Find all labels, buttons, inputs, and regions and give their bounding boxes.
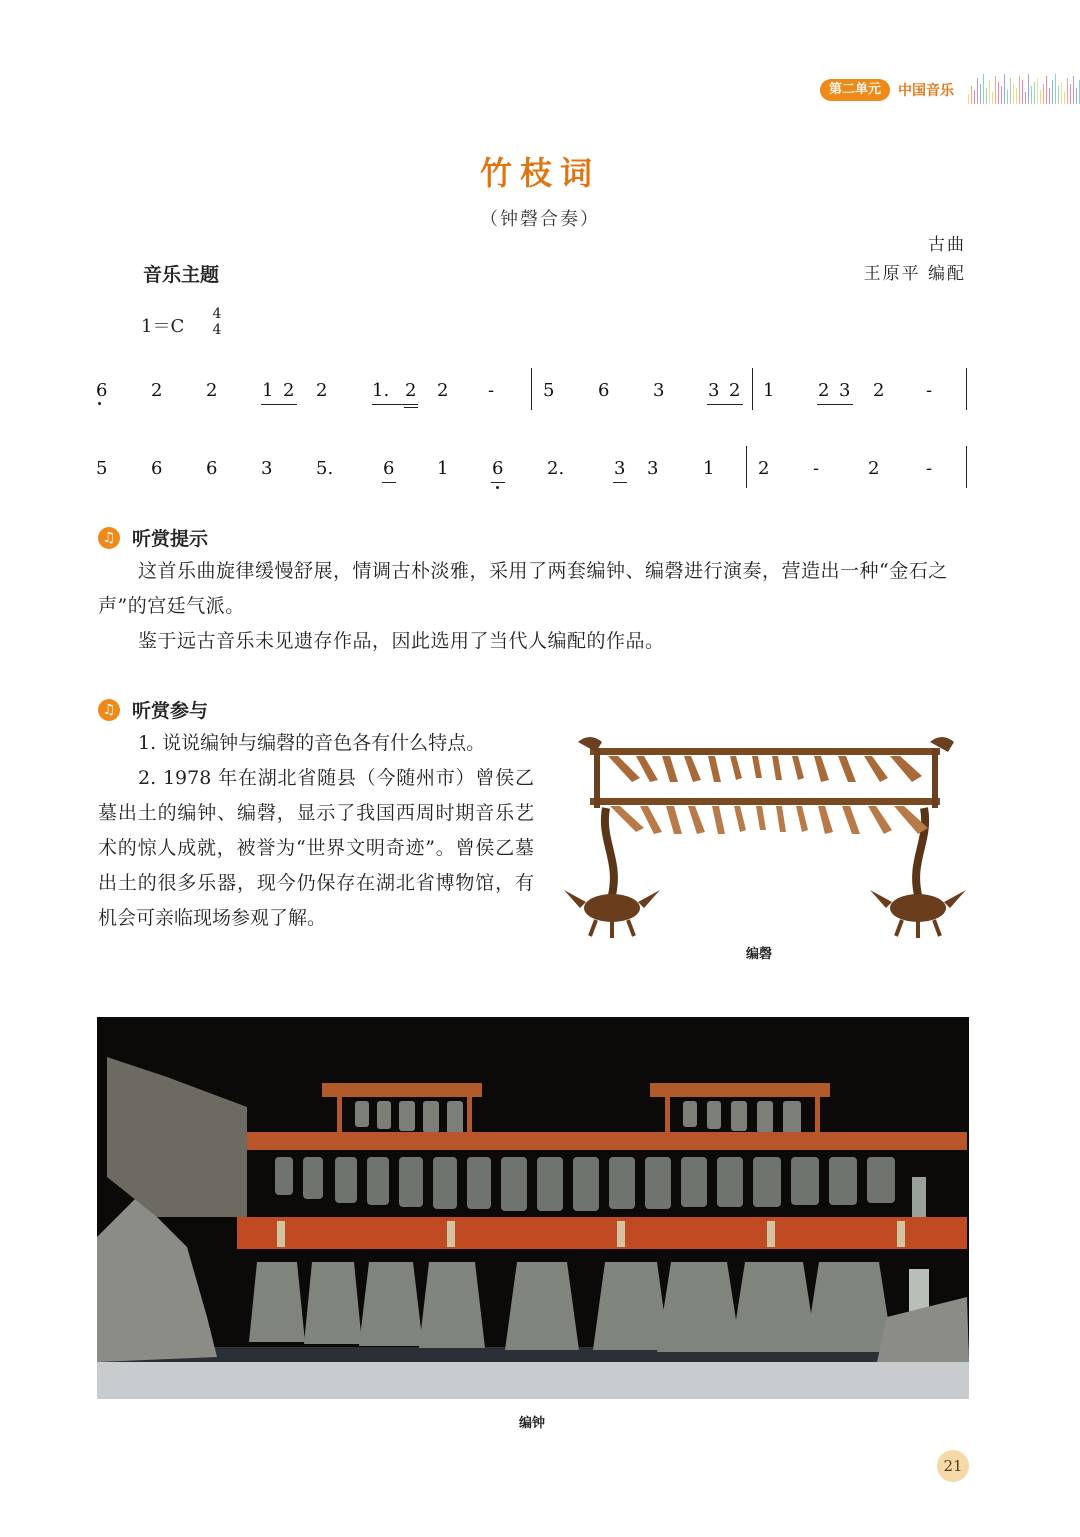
bar-line: [752, 368, 753, 410]
time-signature-top: 4: [212, 306, 222, 322]
unit-label: 第二单元: [820, 79, 890, 101]
note: 3: [261, 458, 273, 479]
note-underline: [613, 482, 627, 483]
note: 6: [598, 380, 610, 401]
decorative-bar: [1040, 90, 1041, 104]
origin-credit: 古曲: [928, 235, 966, 255]
note: 6: [151, 458, 163, 479]
decorative-bar: [1049, 88, 1050, 104]
decorative-bar: [1052, 80, 1053, 104]
decorative-bar: [1043, 84, 1044, 104]
listen-tip-heading: [98, 524, 208, 551]
note: 2: [437, 380, 449, 401]
decorative-bar: [986, 88, 987, 104]
decorative-bar: [977, 78, 978, 104]
listen-tip-paragraph-1: 这首乐曲旋律缓慢舒展，情调古朴淡雅，采用了两套编钟、编磬进行演奏，营造出一种“金石之声”的宫廷气派。: [98, 560, 948, 617]
decorative-bar: [968, 94, 969, 104]
bar-line: [531, 368, 532, 410]
note: 3: [614, 458, 626, 479]
decorative-bar: [971, 86, 972, 104]
decorative-bar: [1022, 80, 1023, 104]
note: 1: [763, 380, 775, 401]
note: 5: [543, 380, 555, 401]
page-subtitle: （钟磬合奏）: [480, 209, 600, 230]
bar-line: [746, 446, 747, 488]
note-underline: [707, 404, 743, 405]
note: 6: [206, 458, 218, 479]
score-line-1: [0, 368, 1080, 418]
note: 3: [708, 380, 720, 401]
note: 6: [383, 458, 395, 479]
decorative-bar: [1031, 86, 1032, 104]
note: 2: [758, 458, 770, 479]
listen-tip-title: 听赏提示: [132, 528, 209, 550]
note-underline: [372, 404, 418, 405]
listen-tip-paragraph-2: 鉴于远古音乐未见遗存作品，因此选用了当代人编配的作品。: [138, 630, 665, 652]
decorative-bar: [998, 82, 999, 104]
music-note-icon: ♫: [98, 699, 120, 721]
note: 2: [405, 380, 417, 401]
decorative-bar: [1064, 92, 1065, 104]
decorative-bar: [980, 84, 981, 104]
note: 1.: [372, 380, 390, 401]
decorative-bar: [1076, 88, 1077, 104]
octave-dot: [496, 486, 499, 489]
decorative-bar: [1061, 82, 1062, 104]
key-signature: 1＝C: [141, 316, 185, 337]
unit-tag: [820, 78, 954, 102]
note: 3: [653, 380, 665, 401]
decorative-bar: [1058, 86, 1059, 104]
bianzhong-image: [97, 1017, 969, 1399]
music-note-icon: ♫: [98, 527, 120, 549]
note: 3: [647, 458, 659, 479]
note: 2: [729, 380, 741, 401]
time-signature-bottom: 4: [212, 322, 222, 338]
decorative-bar: [1046, 76, 1047, 104]
decorative-bar: [1034, 82, 1035, 104]
participate-question-1: 1. 说说编钟与编磬的音色各有什么特点。: [138, 732, 486, 754]
note: -: [926, 380, 933, 401]
decorative-bar: [1073, 76, 1074, 104]
octave-dot: [98, 402, 101, 405]
participate-question-2: 2. 1978 年在湖北省随县（今随州市）曾侯乙墓出土的编钟、编磬，显示了我国西周时期音乐艺术的惊人成就，被誉为“世界文明奇迹”。曾侯乙墓出土的很多乐器，现今仍保存在湖北省博物馆，有机会可亲临现场参观了解。: [98, 767, 534, 929]
note-underline: [382, 482, 396, 483]
decorative-bar: [1016, 88, 1017, 104]
note-underline: [261, 404, 297, 405]
bianqing-image: [560, 730, 970, 942]
decorative-bar: [1025, 92, 1026, 104]
note: 3: [839, 380, 851, 401]
page-title: 竹枝词: [479, 154, 600, 192]
bar-line: [966, 446, 967, 488]
decorative-bars: [968, 70, 1080, 104]
bar-line: [966, 368, 967, 410]
note-underline: [817, 404, 853, 405]
decorative-bar: [1019, 76, 1020, 104]
participate-title: 听赏参与: [132, 700, 209, 722]
arranger-credit: 王原平 编配: [863, 264, 966, 284]
decorative-bar: [1028, 74, 1029, 104]
note: 5.: [316, 458, 334, 479]
decorative-bar: [1001, 86, 1002, 104]
note: 6: [96, 380, 108, 401]
note: 1: [262, 380, 274, 401]
decorative-bar: [989, 80, 990, 104]
note: 2: [206, 380, 218, 401]
note-underline: [404, 407, 418, 408]
decorative-bar: [1067, 78, 1068, 104]
decorative-bar: [1010, 78, 1011, 104]
page-number: 21: [937, 1450, 969, 1482]
decorative-bar: [1070, 84, 1071, 104]
section-label: 中国音乐: [898, 83, 955, 99]
note: 2: [316, 380, 328, 401]
note: 6: [492, 458, 504, 479]
note: 2: [818, 380, 830, 401]
note: -: [813, 458, 820, 479]
note: 5: [96, 458, 108, 479]
decorative-bar: [974, 90, 975, 104]
note: 2: [283, 380, 295, 401]
note: 2: [868, 458, 880, 479]
decorative-bar: [1037, 78, 1038, 104]
decorative-bar: [1055, 74, 1056, 104]
decorative-bar: [995, 76, 996, 104]
bianqing-caption: 编磬: [746, 947, 773, 962]
bianzhong-illustration: [97, 1017, 969, 1399]
note-underline: [491, 482, 505, 483]
note: -: [926, 458, 933, 479]
decorative-bar: [983, 74, 984, 104]
note: -: [488, 380, 495, 401]
note: 1: [703, 458, 715, 479]
decorative-bar: [1007, 90, 1008, 104]
bianzhong-caption: 编钟: [519, 1416, 546, 1431]
note: 2: [873, 380, 885, 401]
decorative-bar: [1004, 74, 1005, 104]
decorative-bar: [1013, 84, 1014, 104]
participate-heading: [98, 696, 208, 723]
time-signature: [211, 306, 223, 338]
note: 2.: [547, 458, 565, 479]
note: 1: [437, 458, 449, 479]
score-line-2: [0, 446, 1080, 496]
note: 2: [151, 380, 163, 401]
decorative-bar: [992, 92, 993, 104]
theme-label: 音乐主题: [143, 264, 220, 286]
